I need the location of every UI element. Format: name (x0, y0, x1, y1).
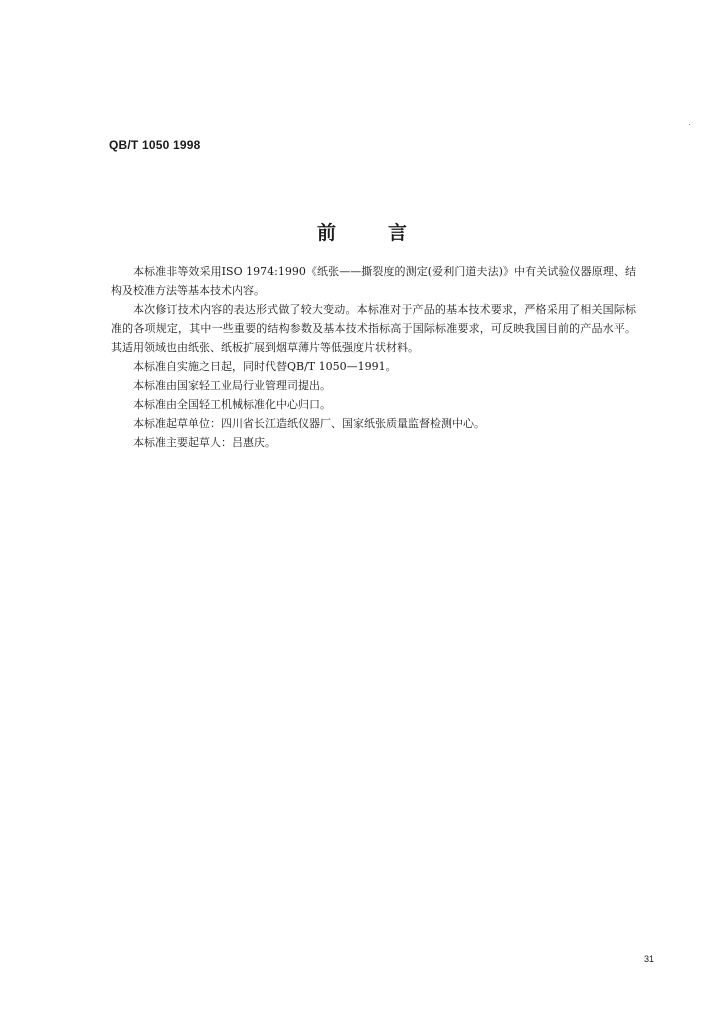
paragraph-replacement: 本标准自实施之日起，同时代替QB/T 1050—1991。 (133, 360, 397, 373)
paragraph-revision: 本次修订技术内容的表达形式做了较大变动。本标准对于产品的基本技术要求，严格采用了相关国际标准的各项规定，其中一些重要的结构参数及基本技术指标高于国际标准要求，可反映我国目前的产品水平。其适用领域也由纸张、纸板扩展到烟草薄片等低强度片状材料。 (111, 303, 636, 354)
page-number: 31 (644, 954, 655, 964)
paragraph-proposer: 本标准由国家轻工业局行业管理司提出。 (133, 379, 331, 392)
paragraph-adoption: 本标准非等效采用ISO 1974:1990《纸张——撕裂度的测定(爱利门道夫法)》中有关试验仪器原理、结构及校准方法等基本技术内容。 (111, 265, 636, 297)
foreword-body (111, 262, 636, 452)
standard-code: QB/T 1050 1998 (109, 138, 201, 152)
paragraph-drafters: 本标准主要起草人：吕惠庆。 (133, 436, 276, 449)
page-title: 前言 (316, 222, 459, 244)
paragraph-drafting-units: 本标准起草单位：四川省长江造纸仪器厂、国家纸张质量监督检测中心。 (133, 417, 485, 430)
scan-speck (689, 124, 690, 125)
paragraph-administrator: 本标准由全国轻工机械标准化中心归口。 (133, 398, 331, 411)
